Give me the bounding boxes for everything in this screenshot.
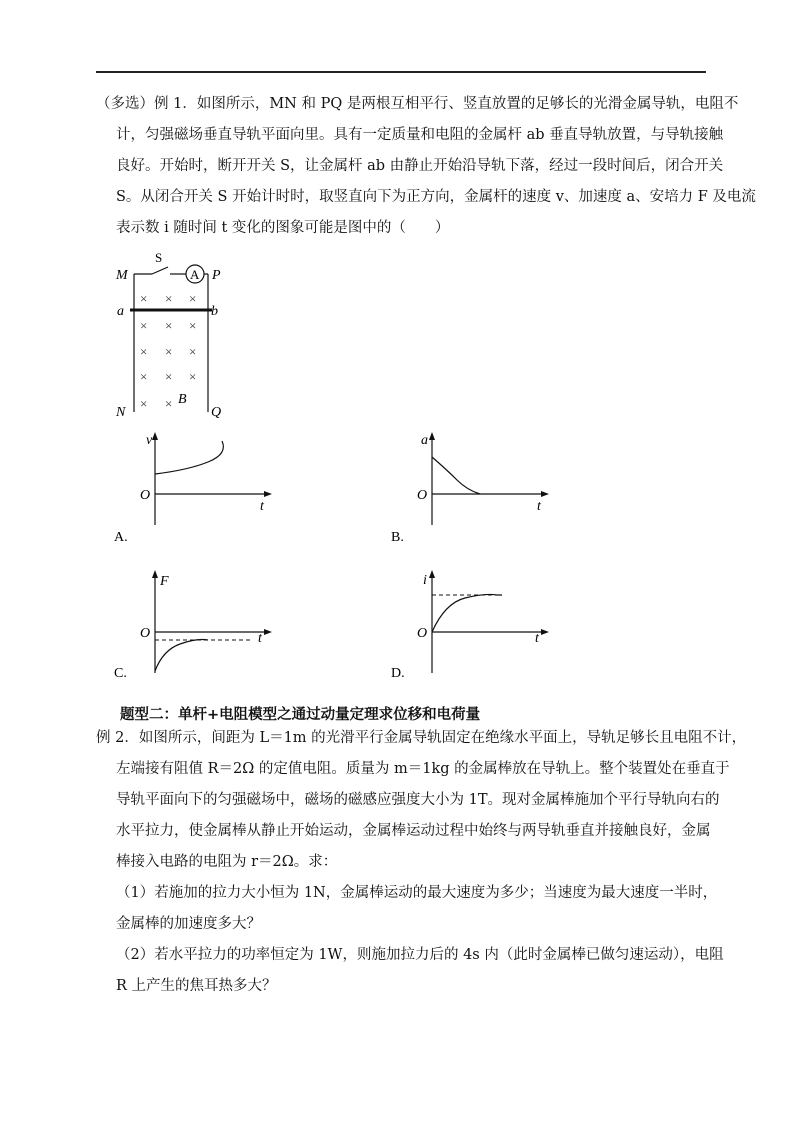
example2-line: 导轨平面向下的匀强磁场中，磁场的磁感应强度大小为 1T。现对金属棒施加个平行导轨向右的 <box>116 792 720 808</box>
origin-label: O <box>140 488 151 503</box>
field-cross-icon: × <box>165 318 173 333</box>
label-P: P <box>212 268 221 283</box>
label-A: A <box>190 267 200 282</box>
origin-label: O <box>417 626 428 641</box>
section-heading: 题型二：单杆+电阻模型之通过动量定理求位移和电荷量 <box>120 707 481 723</box>
example2-line: （2）若水平拉力的功率恒定为 1W，则施加拉力后的 4s 内（此时金属棒已做匀速运动），电阻 <box>116 947 724 963</box>
curve-v <box>155 441 223 474</box>
x-axis-label: t <box>258 631 262 646</box>
curve-i <box>432 594 502 632</box>
header-rule <box>96 71 706 73</box>
curve-a <box>432 457 480 494</box>
origin-label: O <box>140 626 151 641</box>
example1-text <box>96 89 756 244</box>
example2-line: 水平拉力，使金属棒从静止开始运动，金属棒运动过程中始终与两导轨垂直并接触良好，金属 <box>116 823 711 839</box>
example1-line: （多选）例 1．如图所示，MN 和 PQ 是两根互相平行、竖直放置的足够长的光滑金属导轨，电阻不 <box>96 96 739 112</box>
label-M: M <box>116 268 128 283</box>
graph-option-A <box>108 430 288 550</box>
option-label: D. <box>391 666 405 681</box>
y-axis-label: v <box>146 433 153 448</box>
field-cross-icon: × <box>189 344 197 359</box>
label-Q: Q <box>211 405 222 420</box>
example2-line: 例 2．如图所示，间距为 L＝1m 的光滑平行金属导轨固定在绝缘水平面上，导轨足够长且电阻不计， <box>96 730 747 746</box>
field-cross-icon: × <box>165 396 173 411</box>
example2-line: 金属棒的加速度多大？ <box>116 916 261 932</box>
field-cross-icon: × <box>165 344 173 359</box>
graph-option-D <box>385 568 565 683</box>
field-cross-icon: × <box>140 369 148 384</box>
example2-line: R 上产生的焦耳热多大？ <box>116 978 277 994</box>
option-label: B. <box>391 530 404 545</box>
field-cross-icon: × <box>189 369 197 384</box>
option-label: C. <box>114 666 127 681</box>
label-B: B <box>178 392 187 407</box>
example1-line: S。从闭合开关 S 开始计时时，取竖直向下为正方向，金属杆的速度 v、加速度 a、安培力 F 及电流 <box>116 189 756 205</box>
label-a: a <box>117 304 124 319</box>
field-cross-icon: × <box>189 318 197 333</box>
example1-line: 表示数 i 随时间 t 变化的图象可能是图中的（ ） <box>116 220 450 236</box>
example2-line: （1）若施加的拉力大小恒为 1N，金属棒运动的最大速度为多少；当速度为最大速度一半时， <box>116 885 718 901</box>
example2-line: 棒接入电路的电阻为 r＝2Ω。求： <box>116 854 338 870</box>
x-axis-label: t <box>537 499 541 514</box>
field-cross-icon: × <box>140 291 148 306</box>
field-cross-icon: × <box>189 291 197 306</box>
graph-option-B <box>385 430 565 550</box>
circuit-diagram <box>108 250 238 425</box>
y-axis-label: i <box>423 573 427 588</box>
field-cross-icon: × <box>140 344 148 359</box>
example2-text <box>96 723 747 1002</box>
y-axis-label: F <box>160 574 169 589</box>
curve-F <box>155 640 208 672</box>
example2-line: 左端接有阻值 R＝2Ω 的定值电阻。质量为 m＝1kg 的金属棒放在导轨上。整个装置处在垂直于 <box>116 761 730 777</box>
field-cross-icon: × <box>140 318 148 333</box>
label-S: S <box>155 250 163 265</box>
x-axis-label: t <box>260 499 264 514</box>
x-axis-label: t <box>535 631 539 646</box>
y-axis-label: a <box>421 433 428 448</box>
example1-line: 计，匀强磁场垂直导轨平面向里。具有一定质量和电阻的金属杆 ab 垂直导轨放置，与导轨接触 <box>116 127 724 143</box>
label-N: N <box>116 405 126 420</box>
graph-option-C <box>108 568 288 683</box>
field-cross-icon: × <box>165 369 173 384</box>
label-b: b <box>211 304 218 319</box>
option-label: A. <box>114 530 128 545</box>
example1-line: 良好。开始时，断开开关 S，让金属杆 ab 由静止开始沿导轨下落，经过一段时间后，闭合开关 <box>116 158 724 174</box>
field-cross-icon: × <box>140 396 148 411</box>
field-cross-icon: × <box>165 291 173 306</box>
origin-label: O <box>417 488 428 503</box>
